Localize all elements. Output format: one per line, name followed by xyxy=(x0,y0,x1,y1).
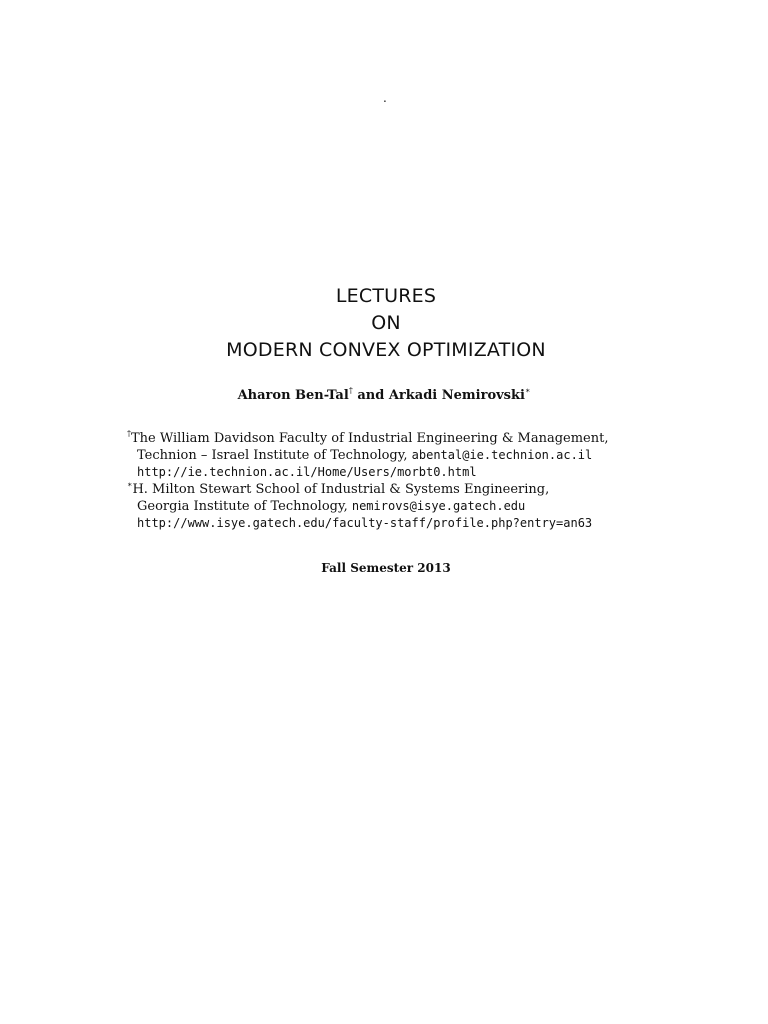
top-dot-mark: . xyxy=(383,91,387,105)
affiliation-2-url[interactable]: http://www.isye.gatech.edu/faculty-staff/profile.php?entry=an63 xyxy=(137,516,593,530)
authors-connector: and xyxy=(352,388,389,403)
affiliation-2-line-3 xyxy=(127,515,592,532)
author-2: Arkadi Nemirovski xyxy=(388,388,525,403)
author-2-mark: ∗ xyxy=(524,385,531,395)
title-line-2: ON xyxy=(371,312,401,334)
affiliation-1-line-2 xyxy=(127,447,592,464)
affiliation-2-line-2 xyxy=(127,498,525,515)
affiliation-2-email[interactable]: nemirovs@isye.gatech.edu xyxy=(351,499,526,513)
affiliation-2-institution: H. Milton Stewart School of Industrial & Systems Engineering, xyxy=(132,482,550,497)
affiliation-1-mark: † xyxy=(127,428,131,438)
author-1: Aharon Ben-Tal xyxy=(237,388,349,403)
affiliation-1-line-3 xyxy=(127,464,477,481)
affiliation-2-line-1 xyxy=(127,481,549,498)
authors-line xyxy=(0,386,768,406)
affiliation-1-url[interactable]: http://ie.technion.ac.il/Home/Users/morbt0.html xyxy=(137,465,477,479)
affiliation-2-university: Georgia Institute of Technology, xyxy=(137,499,352,514)
author-1-mark: † xyxy=(348,385,353,395)
affiliation-1-line-1 xyxy=(127,430,608,447)
affiliation-1-university: Technion – Israel Institute of Technology, xyxy=(137,448,412,463)
title-line-3: MODERN CONVEX OPTIMIZATION xyxy=(226,339,546,361)
affiliation-2-mark: ∗ xyxy=(127,479,133,489)
affiliation-1-email[interactable]: abental@ie.technion.ac.il xyxy=(411,448,593,462)
title-line-1: LECTURES xyxy=(335,285,437,307)
semester-date: Fall Semester 2013 xyxy=(321,561,451,575)
affiliation-1-institution: The William Davidson Faculty of Industrial Engineering & Management, xyxy=(131,431,609,446)
